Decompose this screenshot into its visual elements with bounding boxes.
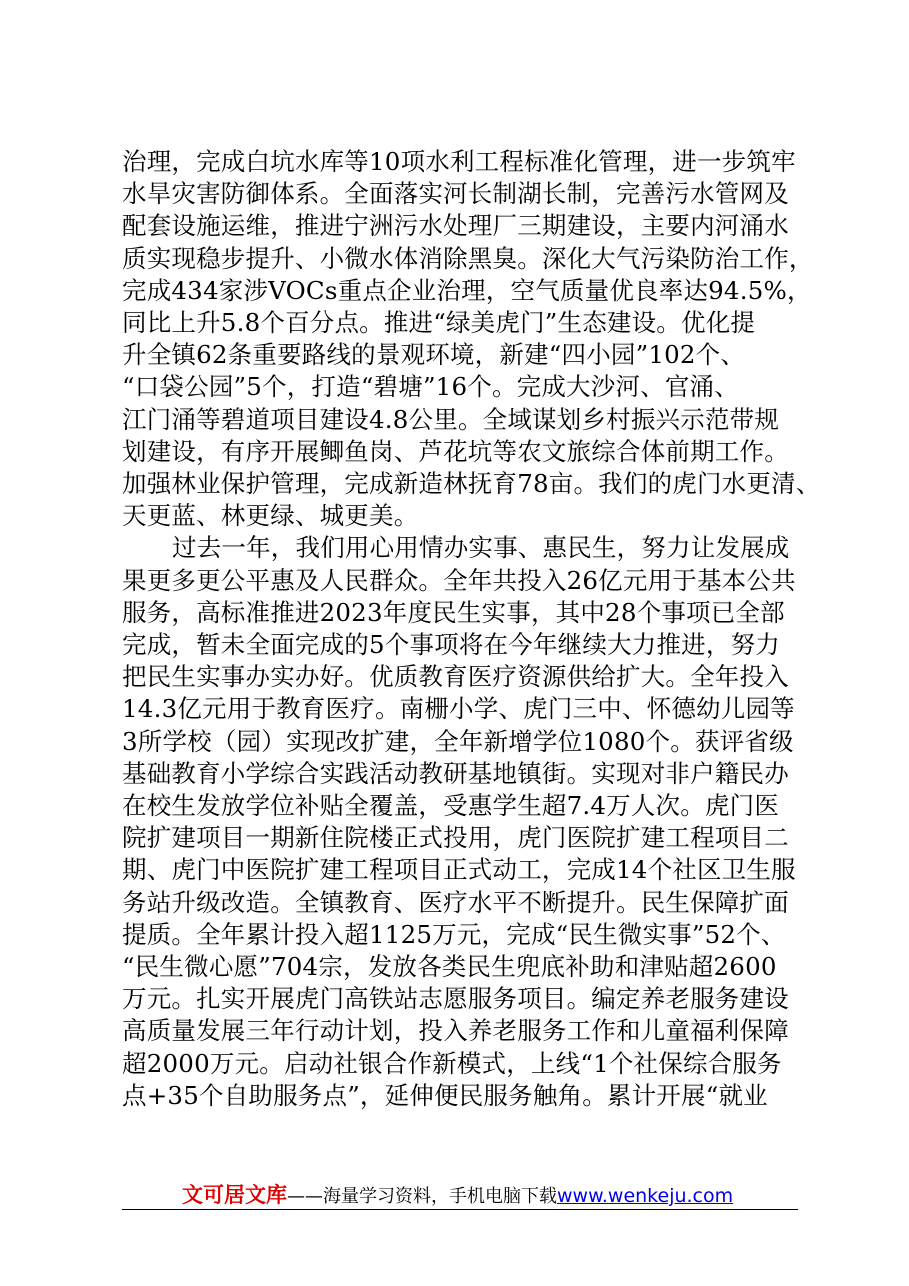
text-line: 同比上升5.8个百分点。推进“绿美虎门”生态建设。优化提 [122,308,756,337]
text-line: 院扩建项目一期新住院楼正式投用，虎门医院扩建工程项目二 [122,823,789,853]
text-line: 完成，暂未全面完成的5个事项将在今年继续大力推进，努力 [122,630,780,659]
text-line: 水旱灾害防御体系。全面落实河长制湖长制，完善污水管网及 [122,179,789,209]
text-line: 质实现稳步提升、小微水体消除黑臭。深化大气污染防治工作， [122,243,814,273]
text-line: “口袋公园”5个，打造“碧塘”16个。完成大沙河、官涌、 [122,372,739,402]
text-line: 把民生实事办实办好。优质教育医疗资源供给扩大。全年投入 [122,662,789,692]
text-line: 过去一年，我们用心用情办实事、惠民生，努力让发展成 [172,533,790,563]
text-line: 服务，高标准推进2023年度民生实事，其中28个事项已全部 [122,597,785,627]
text-line: 高质量发展三年行动计划，投入养老服务工作和儿童福利保障 [122,1016,789,1046]
footer-url-link[interactable]: www.wenkeju.com [557,1185,734,1207]
text-line: 点+35个自助服务点”，延伸便民服务触角。累计开展“就业 [122,1080,768,1110]
text-line: 14.3亿元用于教育医疗。南栅小学、虎门三中、怀德幼儿园等 [122,694,795,724]
text-line: 天更蓝、林更绿、城更美。 [122,501,419,531]
text-line: 加强林业保护管理，完成新造林抚育78亩。我们的虎门水更清、 [122,469,821,498]
text-line: 划建设，有序开展鲫鱼岗、芦花坑等农文旅综合体前期工作。 [122,436,789,466]
footer-divider [122,1209,798,1210]
footer-slogan: ——海量学习资料，手机电脑下载 [287,1186,557,1207]
text-line: 务站升级改造。全镇教育、医疗水平不断提升。民生保障扩面 [122,887,789,917]
page-footer [182,1180,733,1212]
text-line: 果更多更公平惠及人民群众。全年共投入26亿元用于基本公共 [122,565,796,595]
text-line: “民生微心愿”704宗，发放各类民生兜底补助和津贴超2600 [122,952,777,981]
footer-brand: 文可居文库 [182,1183,287,1207]
text-line: 江门涌等碧道项目建设4.8公里。全域谋划乡村振兴示范带规 [122,404,780,434]
text-line: 基础教育小学综合实践活动教研基地镇街。实现对非户籍民办 [122,758,789,788]
text-line: 在校生发放学位补贴全覆盖，受惠学生超7.4万人次。虎门医 [122,791,780,820]
text-line: 万元。扎实开展虎门高铁站志愿服务项目。编定养老服务建设 [122,984,789,1014]
text-line: 升全镇62条重要路线的景观环境，新建“四小园”102个、 [122,340,746,370]
text-line: 治理，完成白坑水库等10项水利工程标准化管理，进一步筑牢 [122,147,796,176]
text-line: 期、虎门中医院扩建工程项目正式动工，完成14个社区卫生服 [122,855,796,885]
text-line: 完成434家涉VOCs重点企业治理，空气质量优良率达94.5%， [122,275,812,305]
text-line: 超2000万元。启动社银合作新模式，上线“1个社保综合服务 [122,1048,782,1078]
text-line: 配套设施运维，推进宁洲污水处理厂三期建设，主要内河涌水 [122,211,789,241]
text-line: 提质。全年累计投入超1125万元，完成“民生微实事”52个、 [122,919,786,949]
text-line: 3所学校（园）实现改扩建，全年新增学位1080个。获评省级 [122,726,794,756]
